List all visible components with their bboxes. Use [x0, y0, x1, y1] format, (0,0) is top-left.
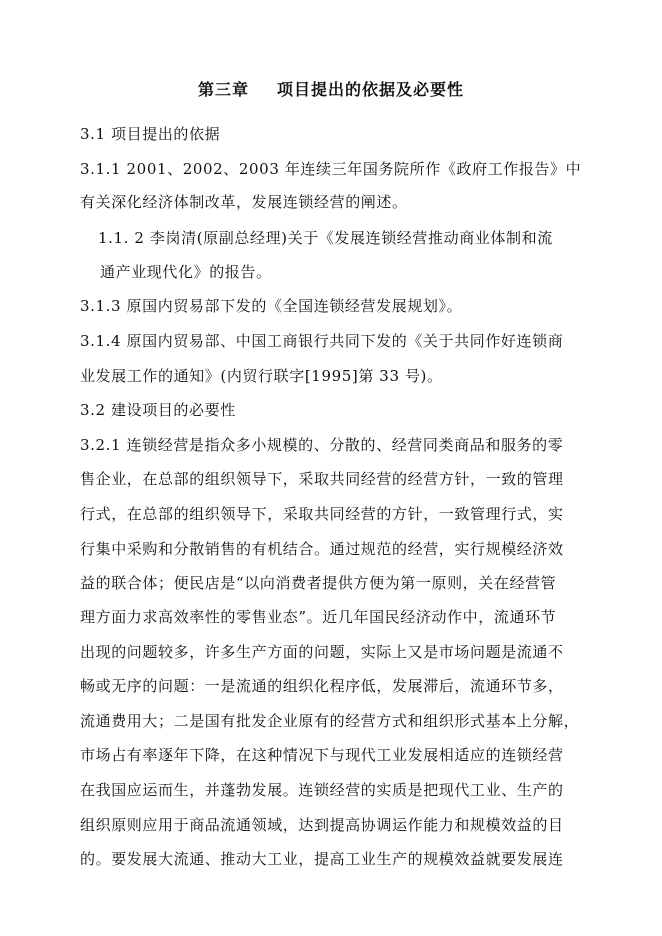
paragraph-line: 益的联合体；便民店是“以向消费者提供方便为第一原则，关在经营管: [80, 574, 557, 592]
paragraph-line: 市场占有率逐年下降，在这种情况下与现代工业发展相适应的连锁经营: [80, 746, 564, 764]
paragraph-line: 畅或无序的问题：一是流通的组织化程序低，发展滞后，流通环节多，: [80, 677, 564, 695]
chapter-heading: [0, 77, 662, 100]
paragraph-line: 理方面力求高效率性的零售业态”。近几年国民经济动作中，流通环节: [80, 608, 557, 626]
section-heading-3-2: 3.2 建设项目的必要性: [80, 401, 236, 419]
paragraph-line: 售企业，在总部的组织领导下，采取共同经营的经营方针，一致的管理: [80, 470, 564, 488]
paragraph-line: 在我国应运而生，并蓬勃发展。连锁经营的实质是把现代工业、生产的: [80, 781, 564, 799]
paragraph-line: 流通费用大；二是国有批发企业原有的经营方式和组织形式基本上分解，: [80, 712, 580, 730]
paragraph-line: 行式，在总部的组织领导下，采取共同经营的方针，一致管理行式，实: [80, 505, 564, 523]
paragraph-line: 组织原则应用于商品流通领域，达到提高协调运作能力和规模效益的目: [80, 816, 564, 834]
paragraph-line: 业发展工作的通知》(内贸行联字[1995]第 33 号)。: [80, 367, 443, 385]
paragraph-line: 出现的问题较多，许多生产方面的问题，实际上又是市场问题是流通不: [80, 643, 564, 661]
paragraph-line: 通产业现代化》的报告。: [100, 263, 272, 281]
chapter-label: 第三章: [197, 80, 249, 99]
paragraph-line: 1.1. 2 李岗清(原副总经理)关于《发展连锁经营推动商业体制和流: [98, 229, 553, 247]
paragraph-line: 3.1.1 2001、2002、2003 年连续三年国务院所作《政府工作报告》中: [80, 160, 582, 178]
chapter-title: 项目提出的依据及必要性: [277, 80, 465, 99]
paragraph-line: 3.1.4 原国内贸易部、中国工商银行共同下发的《关于共同作好连锁商: [80, 332, 564, 350]
paragraph-line: 的。要发展大流通、推动大工业，提高工业生产的规模效益就要发展连: [80, 850, 564, 868]
paragraph-line: 行集中采购和分散销售的有机结合。通过规范的经营，实行规模经济效: [80, 540, 564, 558]
paragraph-line: 3.1.3 原国内贸易部下发的《全国连锁经营发展规划》。: [80, 297, 463, 315]
paragraph-line: 3.2.1 连锁经营是指众多小规模的、分散的、经营同类商品和服务的零: [80, 436, 564, 454]
paragraph-line: 有关深化经济体制改革，发展连锁经营的阐述。: [80, 193, 408, 211]
section-heading-3-1: 3.1 项目提出的依据: [80, 125, 221, 143]
